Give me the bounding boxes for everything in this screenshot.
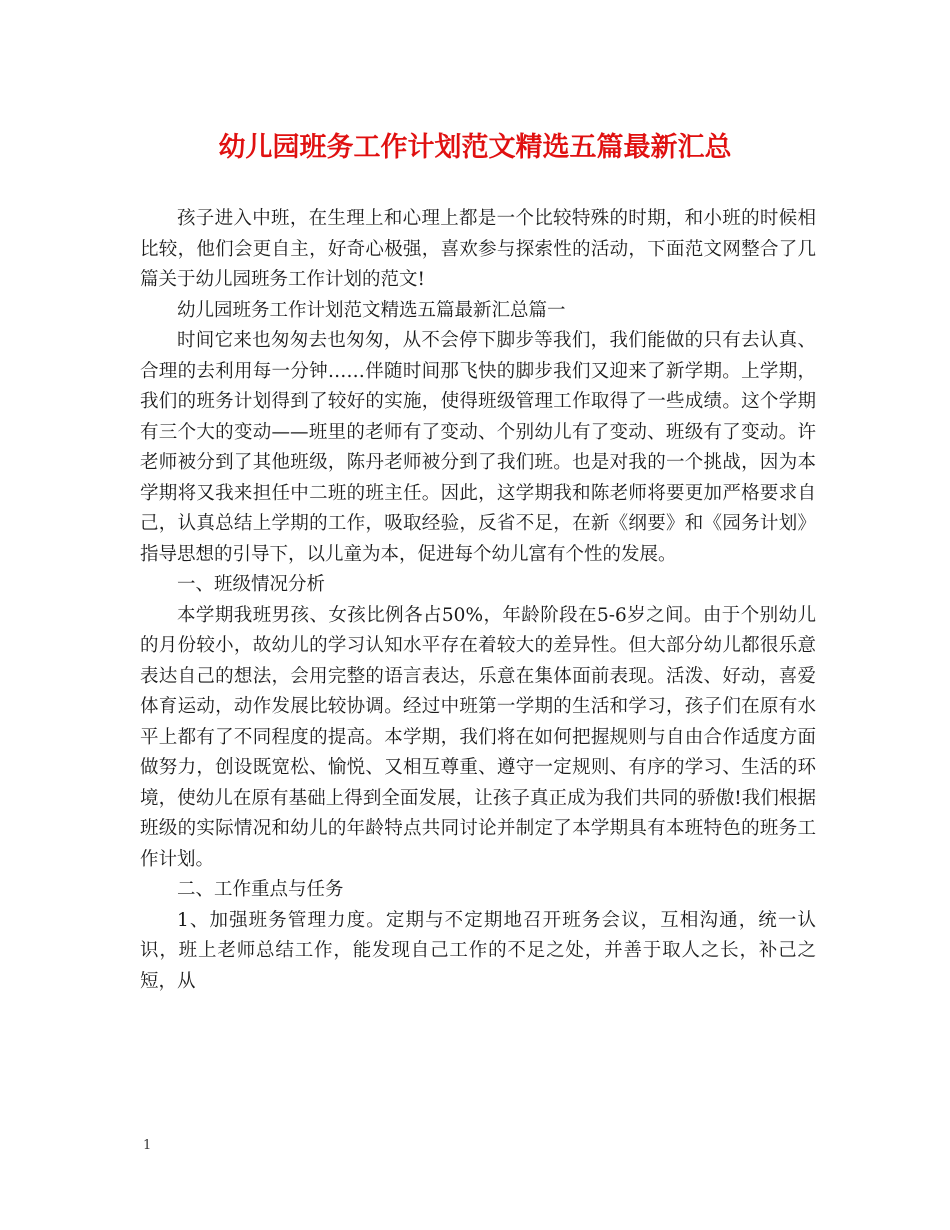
body-paragraph: 1、加强班务管理力度。定期与不定期地召开班务会议，互相沟通，统一认识，班上老师总结工作，能发现自己工作的不足之处，并善于取人之长，补己之短，从 [140, 909, 816, 992]
section-heading-work-focus: 二、工作重点与任务 [177, 879, 344, 900]
body-paragraph: 时间它来也匆匆去也匆匆，从不会停下脚步等我们，我们能做的只有去认真、合理的去利用每一分钟……伴随时间那飞快的脚步我们又迎来了新学期。上学期，我们的班务计划得到了较好的实施，使得班级管理工作取得了一些成绩。这个学期有三个大的变动——班里的老师有了变动、个别幼儿有了变动、班级有了变动。许老师被分到了其他班级，陈丹老师被分到了我们班。也是对我的一个挑战，因为本学期将又我来担任中二班的班主任。因此，这学期我和陈老师将要更加严格要求自己，认真总结上学期的工作，吸取经验，反省不足，在新《纲要》和《园务计划》指导思想的引导下，以儿童为本，促进每个幼儿富有个性的发展。 [140, 330, 816, 565]
intro-paragraph: 孩子进入中班，在生理上和心理上都是一个比较特殊的时期，和小班的时候相比较，他们会更自主，好奇心极强，喜欢参与探索性的活动，下面范文网整合了几篇关于幼儿园班务工作计划的范文! [140, 208, 816, 290]
document-body [140, 204, 816, 997]
section-heading-part-one: 幼儿园班务工作计划范文精选五篇最新汇总篇一 [177, 299, 566, 321]
page-number: 1 [143, 1138, 152, 1153]
section-heading-class-analysis: 一、班级情况分析 [177, 574, 326, 595]
body-paragraph: 本学期我班男孩、女孩比例各占50%，年龄阶段在5-6岁之间。由于个别幼儿的月份较小，故幼儿的学习认知水平存在着较大的差异性。但大部分幼儿都很乐意表达自己的想法，会用完整的语言表达，乐意在集体面前表现。活泼、好动，喜爱体育运动，动作发展比较协调。经过中班第一学期的生活和学习，孩子们在原有水平上都有了不同程度的提高。本学期，我们将在如何把握规则与自由合作适度方面做努力，创设既宽松、愉悦、又相互尊重、遵守一定规则、有序的学习、生活的环境，使幼儿在原有基础上得到全面发展，让孩子真正成为我们共同的骄傲!我们根据班级的实际情况和幼儿的年龄特点共同讨论并制定了本学期具有本班特色的班务工作计划。 [140, 604, 816, 870]
document-title: 幼儿园班务工作计划范文精选五篇最新汇总 [218, 132, 732, 163]
